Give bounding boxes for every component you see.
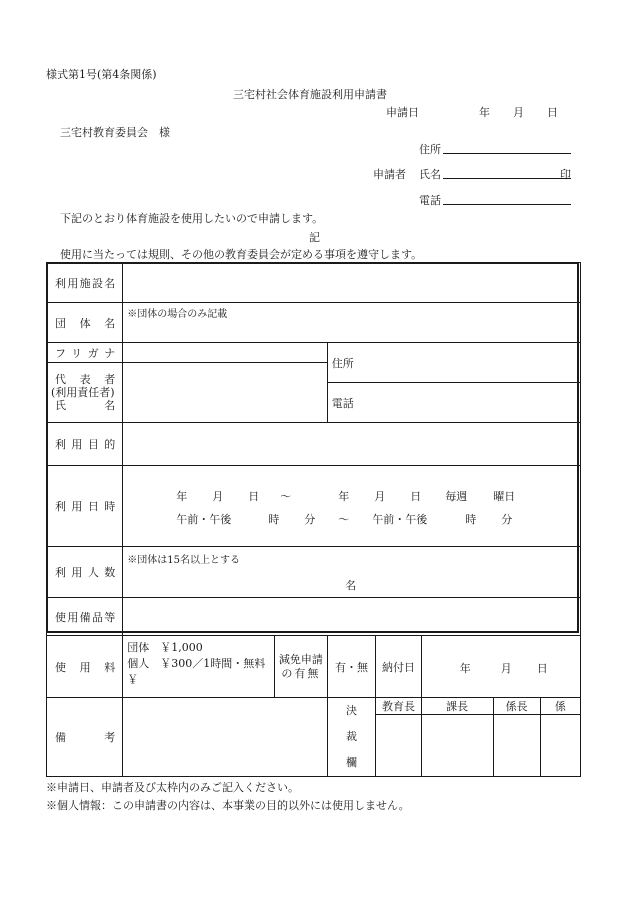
equipment-input[interactable] (123, 598, 581, 636)
footer-note-2: ※個人情報：この申請書の内容は、本事業の目的以外には使用しません。 (46, 799, 410, 812)
applicant-label: 申請者 (373, 168, 406, 181)
remarks-label-cell: 備考 (47, 698, 123, 777)
applicant-name-label: 氏名 (419, 168, 441, 181)
applicant-name-line[interactable] (443, 178, 571, 179)
ki-mark: 記 (309, 231, 320, 244)
form-title: 三宅村社会体育施設利用申請書 (233, 88, 387, 101)
approver-box-3[interactable] (493, 715, 540, 777)
fee-label-cell: 使用料 (47, 636, 123, 698)
applicant-address-line[interactable] (443, 153, 571, 154)
addressee: 三宅村教育委員会 様 (60, 126, 170, 139)
application-date-label: 申請日 (386, 106, 419, 119)
intro-text: 下記のとおり体育施設を使用したいので申請します。 (60, 212, 324, 225)
approver-box-1[interactable] (376, 715, 421, 777)
rep-phone-label: 電話 (331, 396, 354, 410)
rep-address-label: 住所 (331, 356, 354, 370)
approval-label-cell: 決 裁 欄 (327, 698, 376, 777)
fee-detail-cell[interactable]: 団体 ￥1,000 個人 ￥300／1時間・無料 ￥ (123, 636, 275, 698)
applicant-phone-label: 電話 (419, 194, 441, 207)
approver-header-2: 課長 (421, 698, 493, 715)
application-date-day: 日 (547, 106, 558, 119)
people-label-cell: 利用人数 (47, 547, 123, 598)
rep-name-input[interactable] (123, 363, 328, 423)
exemption-label-cell: 減免申請 の有無 (275, 636, 328, 698)
people-input[interactable]: ※団体は15名以上とする 名 (123, 547, 581, 598)
datetime-label-cell: 利用日時 (47, 466, 123, 547)
datetime-input[interactable]: 年 月 日 〜 年 月 日 毎週 曜日 午前・午後 時 分 〜 午前・午後 時 分 (123, 466, 581, 547)
footer-note-1: ※申請日、申請者及び太枠内のみご記入ください。 (46, 781, 299, 794)
equipment-label-cell: 使用備品等 (47, 598, 123, 636)
remarks-input[interactable] (123, 698, 328, 777)
facility-label-cell: 利用施設名 (47, 263, 123, 303)
applicant-phone-line[interactable] (443, 204, 571, 205)
approver-header-3: 係長 (493, 698, 540, 715)
payment-date-label-cell: 納付日 (376, 636, 421, 698)
seal-mark: 印 (560, 168, 571, 181)
compliance-text: 使用に当たっては規則、その他の教育委員会が定める事項を遵守します。 (60, 248, 423, 261)
group-input[interactable] (123, 303, 581, 343)
furigana-label-cell: フリガナ (47, 343, 123, 363)
approver-box-4[interactable] (540, 715, 580, 777)
approver-box-2[interactable] (421, 715, 493, 777)
rep-phone-input[interactable] (327, 383, 580, 423)
purpose-input[interactable] (123, 423, 581, 466)
application-date-month: 月 (513, 106, 524, 119)
approver-header-4: 係 (540, 698, 580, 715)
application-date-year: 年 (479, 106, 490, 119)
form-number: 様式第1号(第4条関係) (46, 68, 157, 81)
group-note: ※団体の場合のみ記載 (127, 309, 228, 320)
applicant-address-label: 住所 (419, 143, 441, 156)
furigana-input[interactable] (123, 343, 328, 363)
group-label-cell: 団体名 (47, 303, 123, 343)
approver-header-1: 教育長 (376, 698, 421, 715)
application-table (46, 262, 581, 777)
payment-date-input[interactable]: 年 月 日 (421, 636, 580, 698)
facility-input[interactable] (123, 263, 581, 303)
rep-label-cell: 代表者 (利用責任者) 氏名 (47, 363, 123, 423)
rep-address-input[interactable] (327, 343, 580, 383)
purpose-label-cell: 利用目的 (47, 423, 123, 466)
yes-no-cell[interactable]: 有・無 (327, 636, 376, 698)
